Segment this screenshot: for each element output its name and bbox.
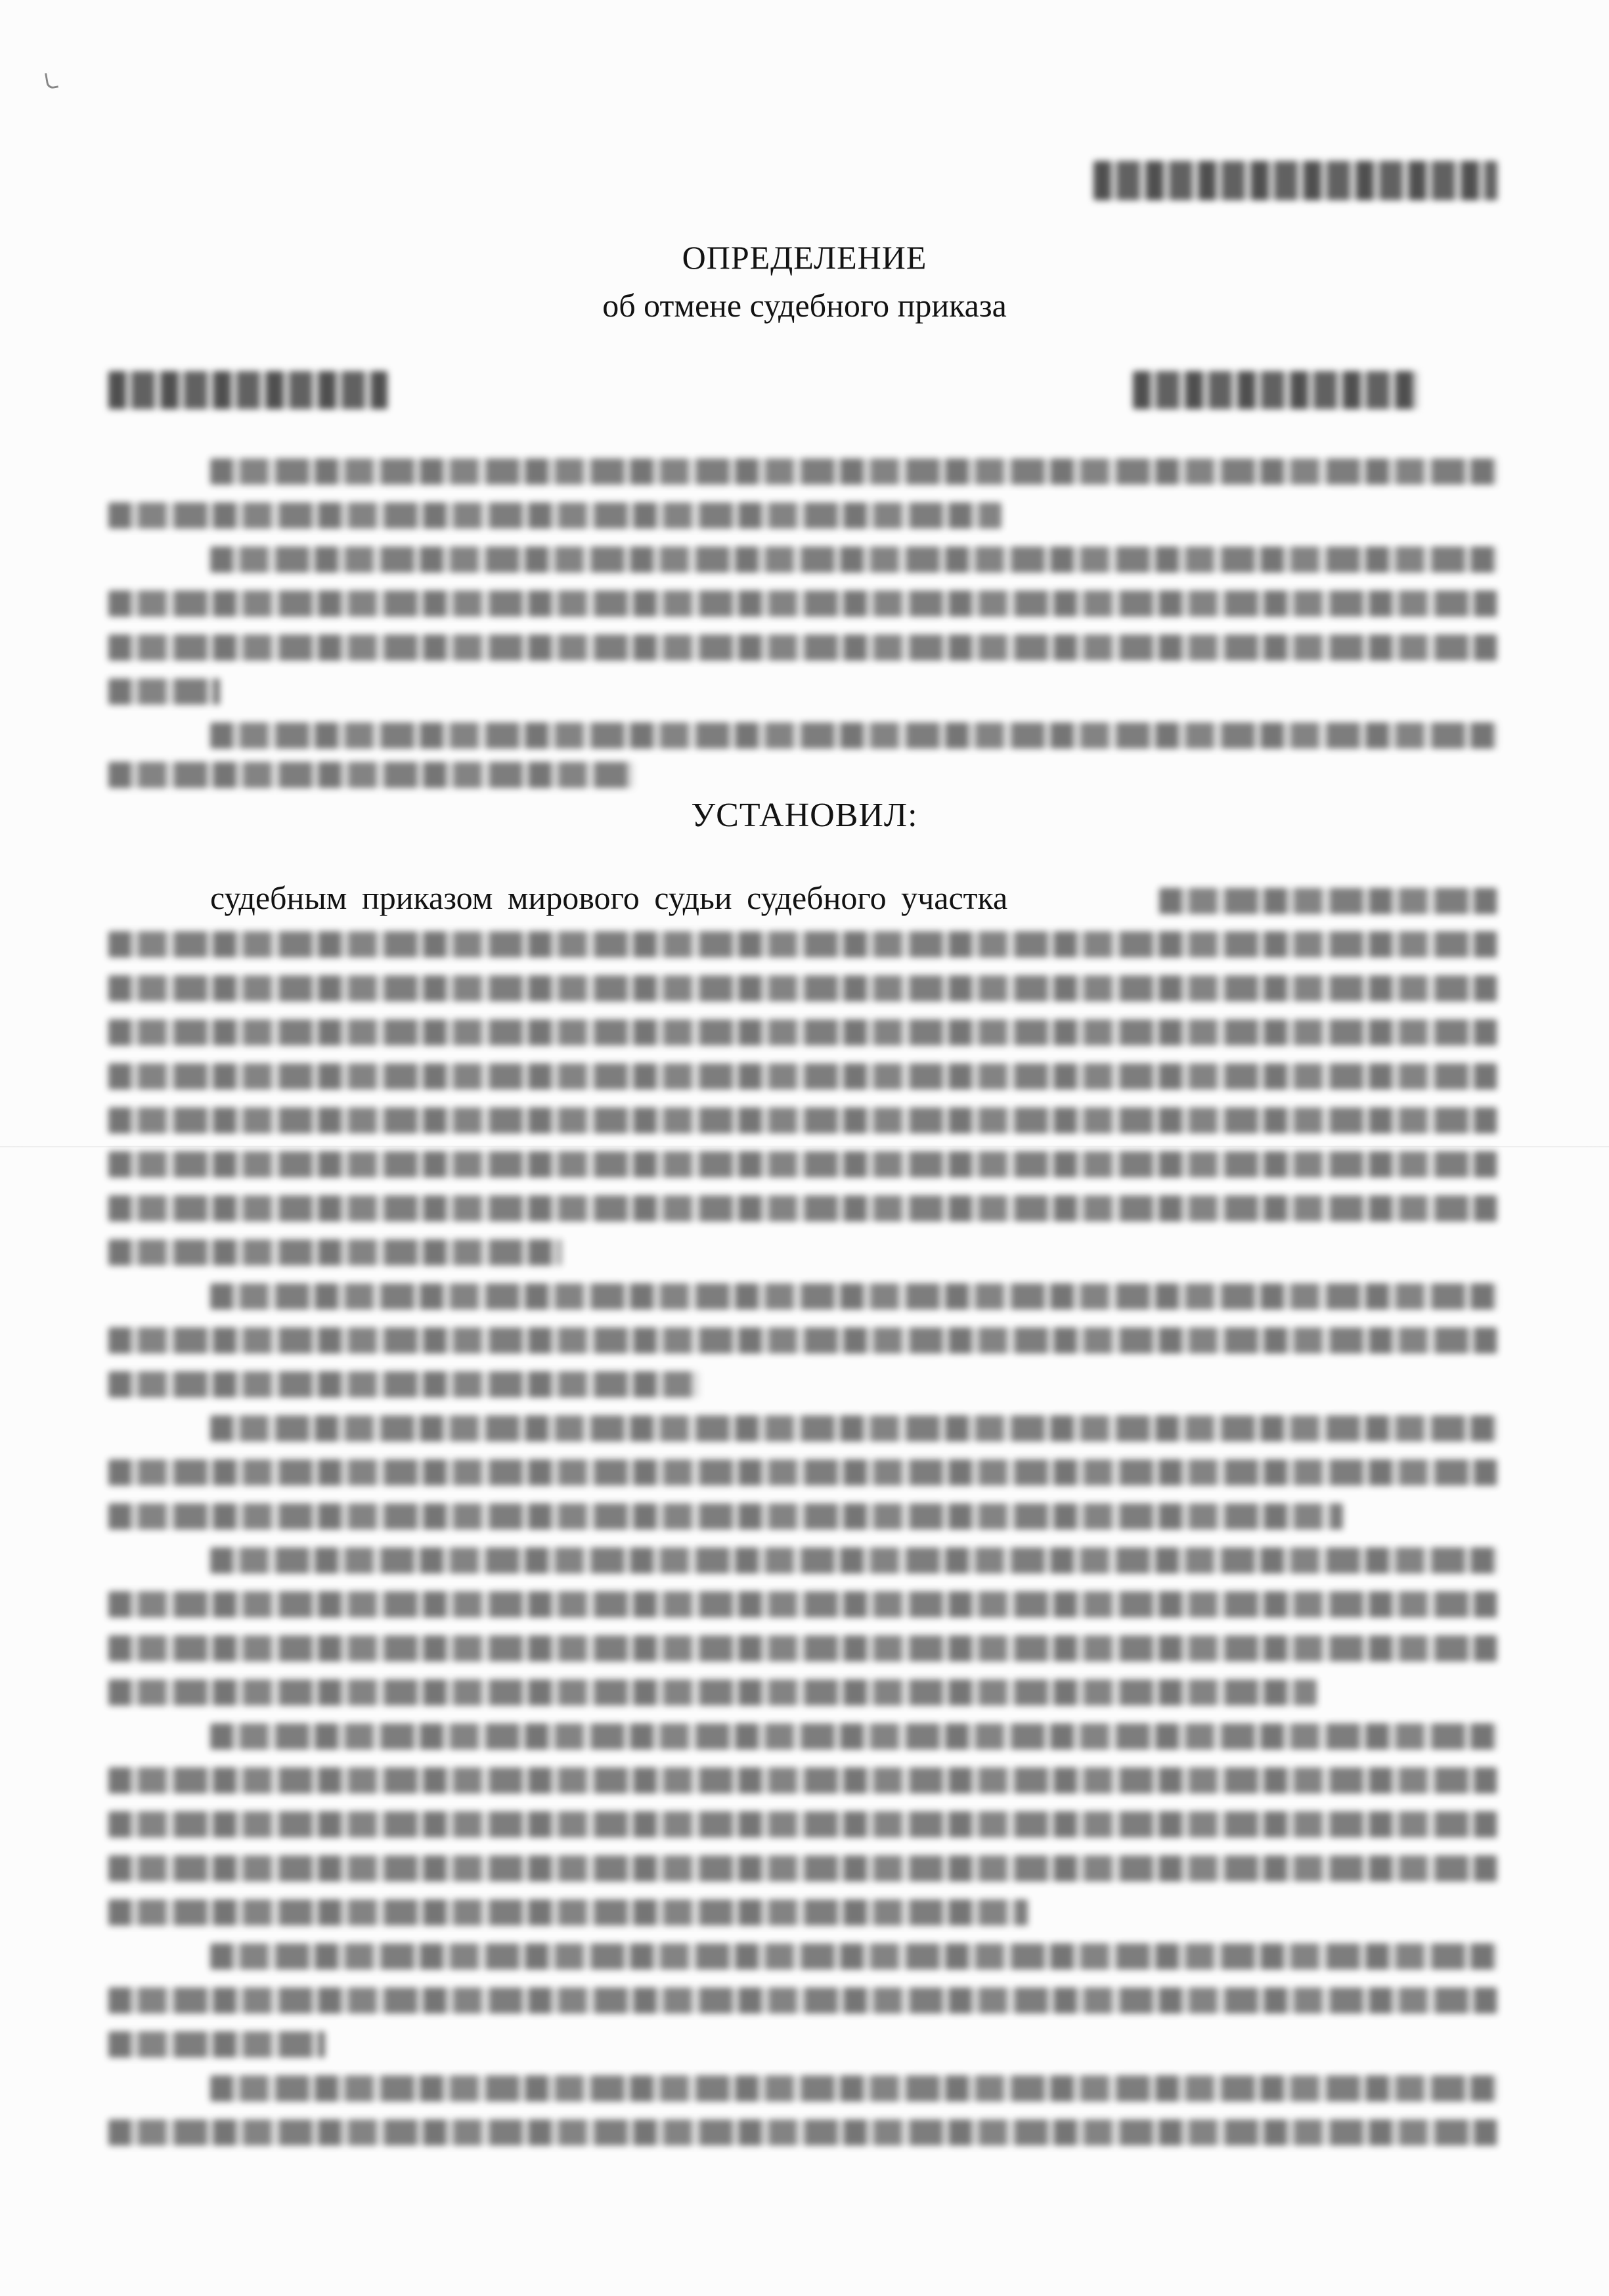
redacted-line [108, 1195, 1497, 1222]
redacted-line [108, 1899, 1028, 1926]
paragraph-start: судебным приказом мирового судьи судебного участка [210, 879, 1008, 916]
scan-mark [45, 72, 58, 90]
redacted-line [108, 1239, 562, 1266]
redacted-line [210, 2075, 1497, 2102]
redacted-line [108, 1063, 1497, 1090]
section-heading: УСТАНОВИЛ: [691, 797, 918, 834]
redacted-line [108, 975, 1497, 1002]
redacted-line [108, 1767, 1497, 1794]
redacted-line [108, 1107, 1497, 1134]
redacted-line [210, 1283, 1497, 1310]
redacted-line [108, 1987, 1497, 2014]
redacted-line [108, 2031, 325, 2058]
redacted-line [108, 1679, 1317, 1706]
redacted-case-number [1093, 161, 1497, 200]
redacted-line [210, 546, 1497, 573]
redacted-line [210, 1723, 1497, 1750]
redacted-line [108, 1019, 1497, 1046]
redacted-line [108, 1503, 1343, 1530]
redacted-place [108, 371, 387, 409]
redacted-date [1133, 371, 1419, 409]
document-title: ОПРЕДЕЛЕНИЕ [682, 239, 927, 276]
redacted-line [108, 1635, 1497, 1662]
redacted-line [108, 634, 1497, 661]
redacted-line [108, 1151, 1497, 1178]
redacted-line [108, 2119, 1497, 2146]
paper-fold-line [0, 1146, 1609, 1147]
redacted-line [210, 1547, 1497, 1574]
redacted-line [108, 1327, 1497, 1354]
redacted-line [210, 458, 1497, 485]
redacted-line [108, 1811, 1497, 1838]
redacted-line [108, 1459, 1497, 1486]
redacted-line [108, 590, 1497, 617]
redacted-line [108, 762, 634, 788]
redacted-line [108, 1855, 1497, 1882]
redacted-line [210, 722, 1497, 749]
redacted-line [108, 502, 1002, 529]
redacted-line [210, 1943, 1497, 1970]
redacted-line [108, 1591, 1497, 1618]
redacted-line [210, 1415, 1497, 1442]
document-subtitle: об отмене судебного приказа [602, 287, 1007, 324]
redacted-line [108, 931, 1497, 958]
redacted-line [108, 1371, 699, 1398]
redacted-line [108, 678, 220, 705]
redacted-line [1159, 888, 1497, 914]
